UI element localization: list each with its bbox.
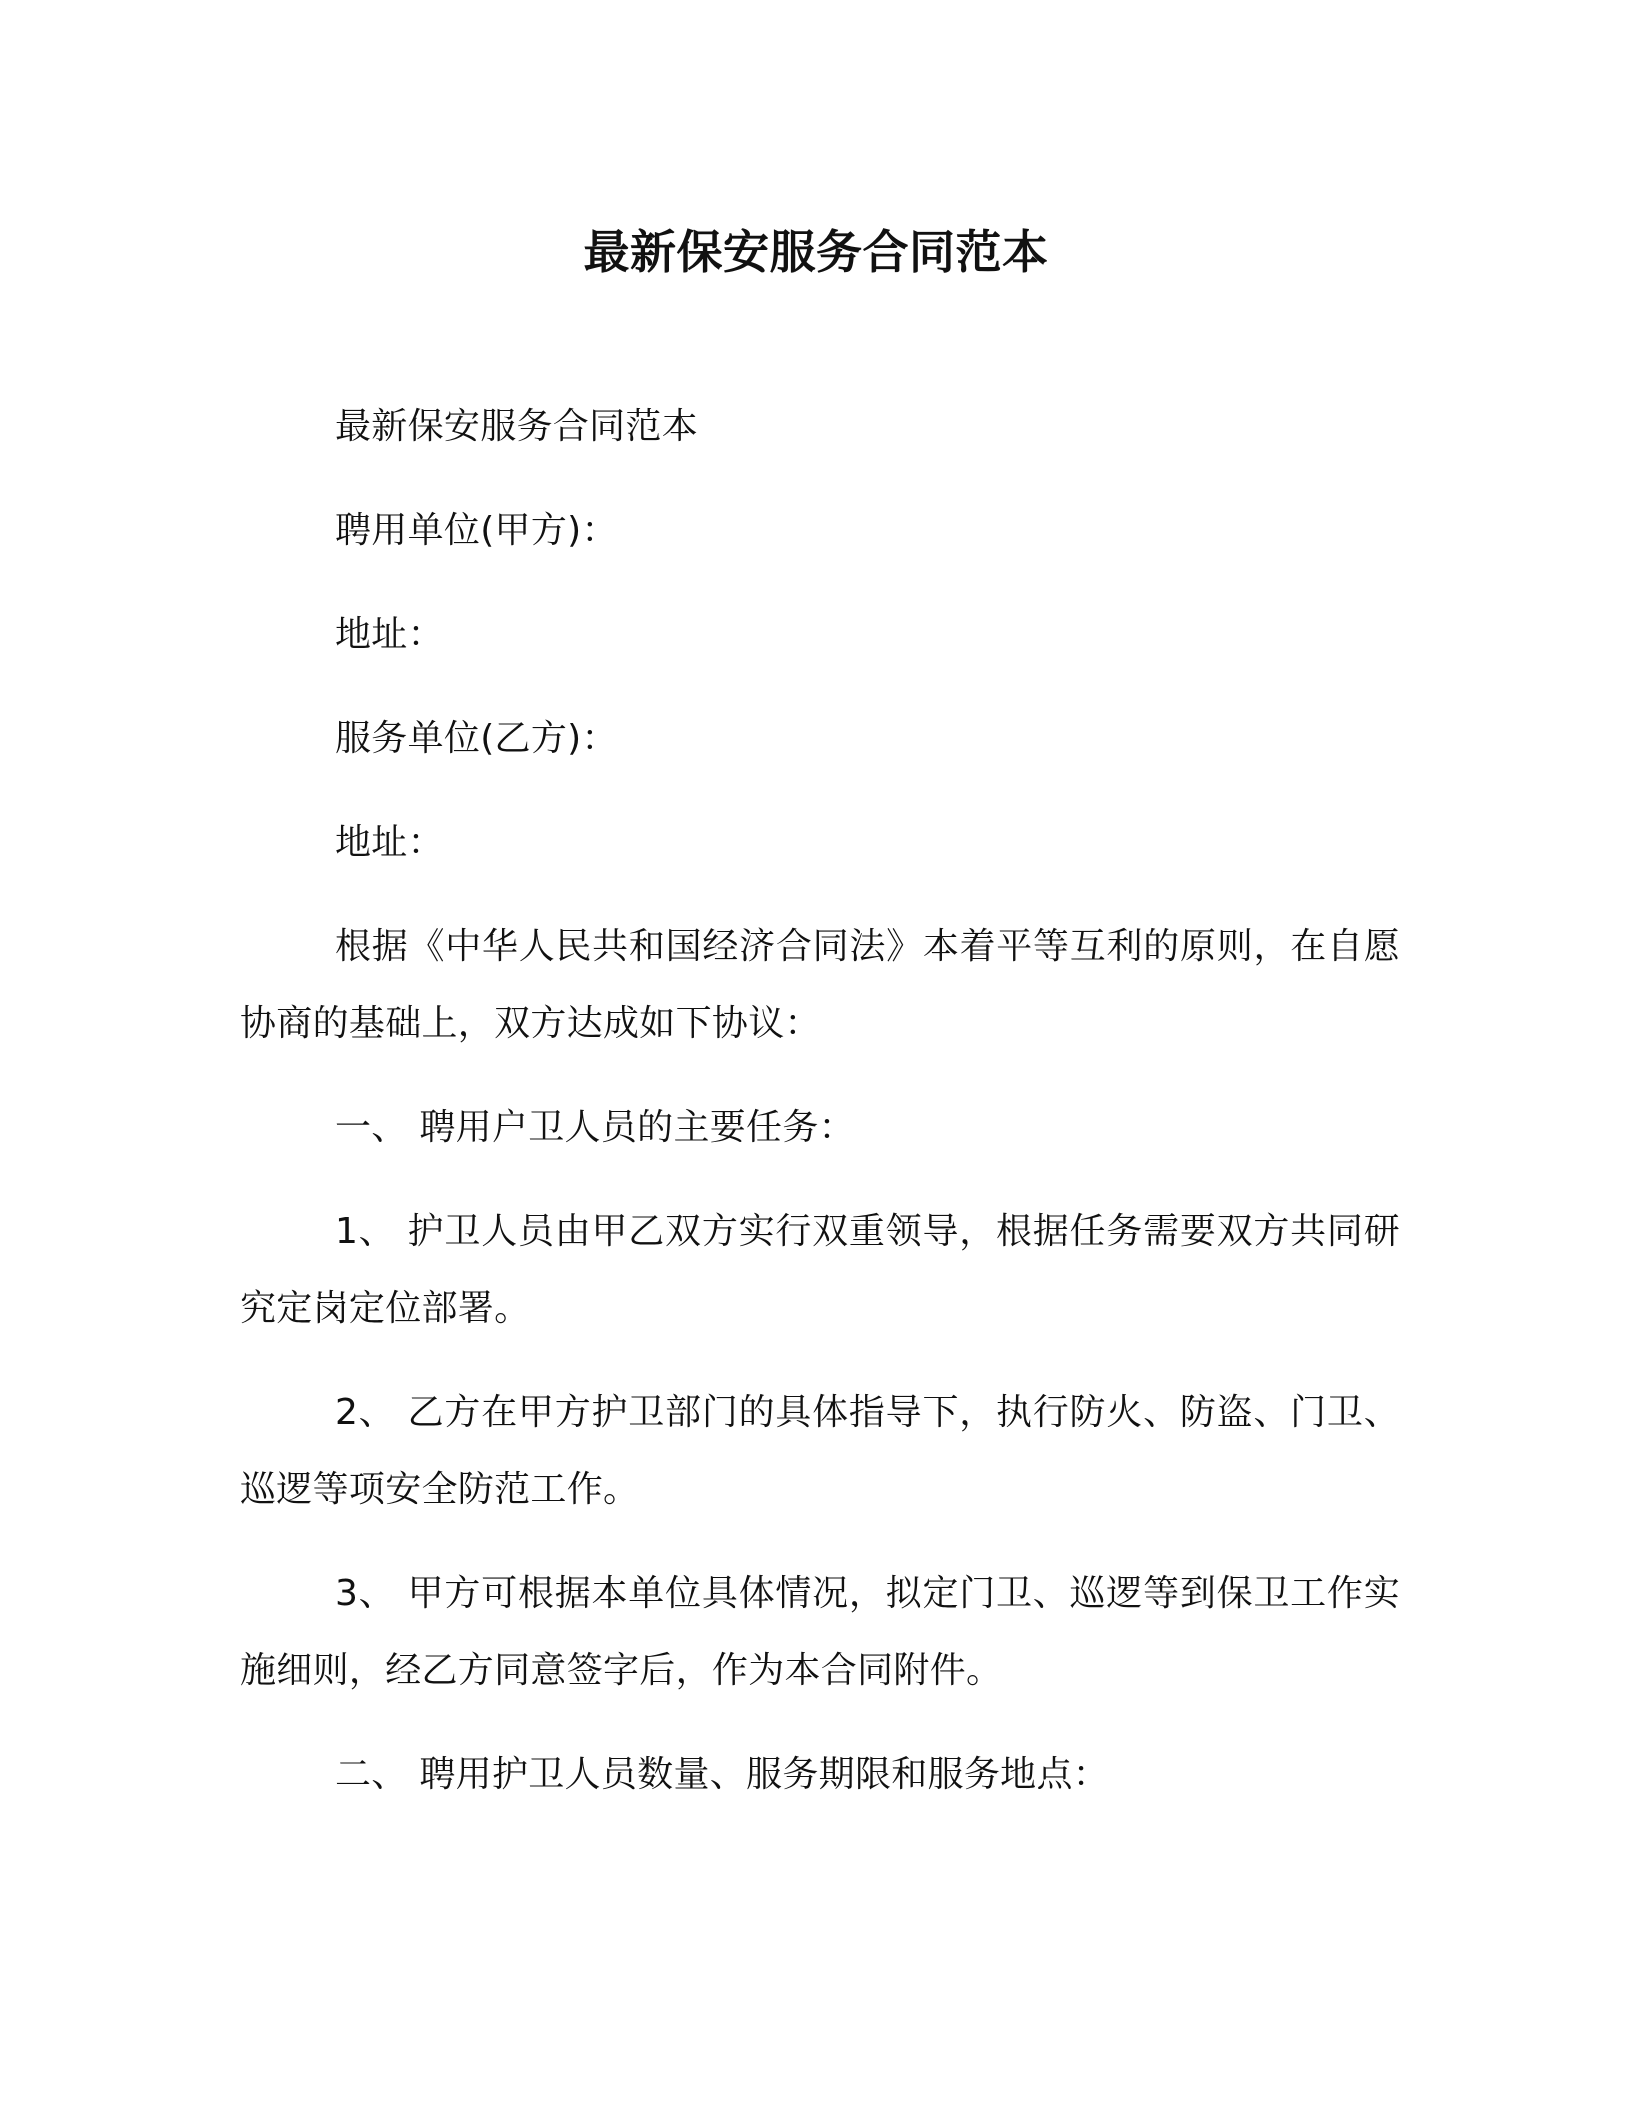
document-title: 最新保安服务合同范本 <box>583 225 1049 279</box>
document-body <box>240 388 1400 1813</box>
clause-1-1: 1、 护卫人员由甲乙双方实行双重领导，根据任务需要双方共同研究定岗定位部署。 <box>240 1211 1400 1329</box>
clause-1-2: 2、 乙方在甲方护卫部门的具体指导下，执行防火、防盗、门卫、巡逻等项安全防范工作。 <box>240 1392 1400 1510</box>
clause-1-3: 3、 甲方可根据本单位具体情况，拟定门卫、巡逻等到保卫工作实施细则，经乙方同意签字后，作为本合同附件。 <box>240 1573 1400 1691</box>
party-b-address-label: 地址： <box>335 822 444 863</box>
party-a-label: 聘用单位(甲方)： <box>335 510 618 551</box>
preamble-paragraph: 根据《中华人民共和国经济合同法》本着平等互利的原则，在自愿协商的基础上，双方达成如下协议： <box>240 926 1400 1044</box>
party-a-address-label: 地址： <box>335 614 444 655</box>
subtitle-paragraph: 最新保安服务合同范本 <box>335 406 699 447</box>
section-2-heading: 二、 聘用护卫人员数量、服务期限和服务地点： <box>335 1754 1110 1795</box>
party-b-label: 服务单位(乙方)： <box>335 718 618 759</box>
section-1-heading: 一、 聘用户卫人员的主要任务： <box>335 1107 855 1148</box>
